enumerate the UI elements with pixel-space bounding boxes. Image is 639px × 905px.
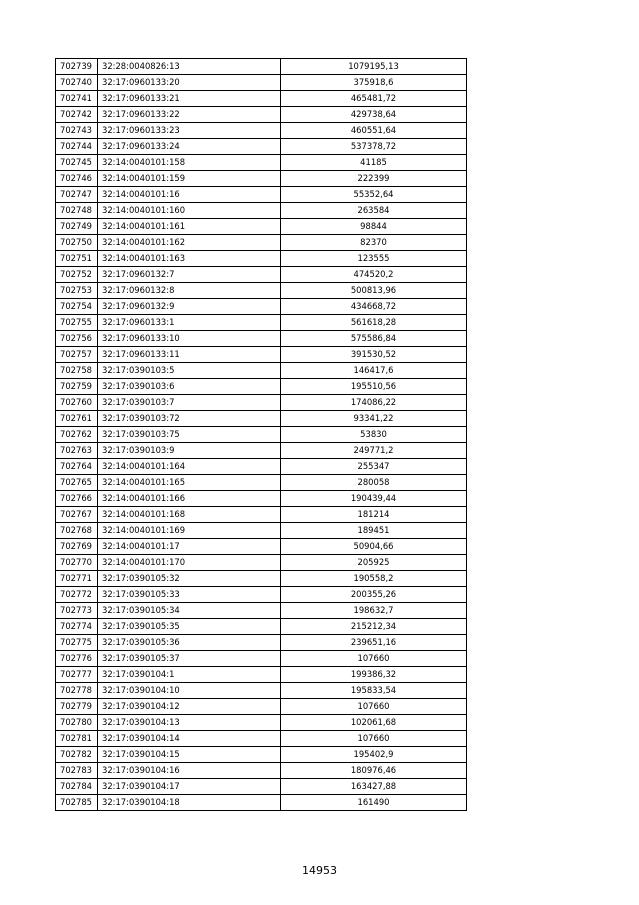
row-number-cell: 702768 (56, 523, 98, 539)
row-number-cell: 702783 (56, 763, 98, 779)
table-row (56, 267, 467, 283)
table-row (56, 59, 467, 75)
page-number: 14953 (302, 864, 337, 877)
table-row (56, 523, 467, 539)
cadastral-number-cell: 32:14:0040101:162 (98, 235, 281, 251)
cadastral-value-cell: 41185 (281, 155, 467, 171)
cadastral-number-cell: 32:17:0390105:33 (98, 587, 281, 603)
cadastral-number-cell: 32:17:0390105:34 (98, 603, 281, 619)
row-number-cell: 702748 (56, 203, 98, 219)
cadastral-value-cell: 429738,64 (281, 107, 467, 123)
cadastral-number-cell: 32:14:0040101:159 (98, 171, 281, 187)
row-number-cell: 702777 (56, 667, 98, 683)
cadastral-number-cell: 32:17:0390103:7 (98, 395, 281, 411)
row-number-cell: 702762 (56, 427, 98, 443)
cadastral-number-cell: 32:17:0390104:10 (98, 683, 281, 699)
cadastral-number-cell: 32:17:0960133:11 (98, 347, 281, 363)
table-row (56, 75, 467, 91)
row-number-cell: 702751 (56, 251, 98, 267)
table-row (56, 395, 467, 411)
cadastral-value-cell: 474520,2 (281, 267, 467, 283)
cadastral-number-cell: 32:14:0040101:169 (98, 523, 281, 539)
table-row (56, 555, 467, 571)
cadastral-number-cell: 32:17:0390104:16 (98, 763, 281, 779)
cadastral-value-cell: 239651,16 (281, 635, 467, 651)
table-row (56, 459, 467, 475)
table-row (56, 139, 467, 155)
table-row (56, 587, 467, 603)
cadastral-number-cell: 32:17:0960133:10 (98, 331, 281, 347)
row-number-cell: 702776 (56, 651, 98, 667)
table-row (56, 91, 467, 107)
cadastral-number-cell: 32:17:0960133:1 (98, 315, 281, 331)
cadastral-value-cell: 195510,56 (281, 379, 467, 395)
row-number-cell: 702739 (56, 59, 98, 75)
row-number-cell: 702763 (56, 443, 98, 459)
table-row (56, 571, 467, 587)
table-row (56, 539, 467, 555)
cadastral-value-cell: 180976,46 (281, 763, 467, 779)
row-number-cell: 702771 (56, 571, 98, 587)
cadastral-value-cell: 190439,44 (281, 491, 467, 507)
cadastral-number-cell: 32:14:0040101:168 (98, 507, 281, 523)
cadastral-value-cell: 195402,9 (281, 747, 467, 763)
row-number-cell: 702769 (56, 539, 98, 555)
table-row (56, 683, 467, 699)
cadastral-value-cell: 50904,66 (281, 539, 467, 555)
cadastral-value-cell: 561618,28 (281, 315, 467, 331)
cadastral-number-cell: 32:14:0040101:163 (98, 251, 281, 267)
cadastral-value-cell: 189451 (281, 523, 467, 539)
cadastral-value-cell: 537378,72 (281, 139, 467, 155)
cadastral-value-cell: 199386,32 (281, 667, 467, 683)
cadastral-value-cell: 146417,6 (281, 363, 467, 379)
cadastral-value-cell: 249771,2 (281, 443, 467, 459)
cadastral-number-cell: 32:14:0040101:161 (98, 219, 281, 235)
row-number-cell: 702740 (56, 75, 98, 91)
table-row (56, 315, 467, 331)
cadastral-number-cell: 32:28:0040826:13 (98, 59, 281, 75)
cadastral-value-cell: 1079195,13 (281, 59, 467, 75)
row-number-cell: 702752 (56, 267, 98, 283)
cadastral-number-cell: 32:14:0040101:158 (98, 155, 281, 171)
row-number-cell: 702766 (56, 491, 98, 507)
row-number-cell: 702770 (56, 555, 98, 571)
row-number-cell: 702774 (56, 619, 98, 635)
cadastral-number-cell: 32:17:0390103:5 (98, 363, 281, 379)
cadastral-value-cell: 163427,88 (281, 779, 467, 795)
row-number-cell: 702772 (56, 587, 98, 603)
cadastral-number-cell: 32:14:0040101:16 (98, 187, 281, 203)
table-row (56, 491, 467, 507)
table-row (56, 219, 467, 235)
row-number-cell: 702767 (56, 507, 98, 523)
table-row (56, 635, 467, 651)
row-number-cell: 702745 (56, 155, 98, 171)
cadastral-value-cell: 53830 (281, 427, 467, 443)
cadastral-number-cell: 32:17:0390104:12 (98, 699, 281, 715)
table-row (56, 411, 467, 427)
cadastral-value-cell: 391530,52 (281, 347, 467, 363)
table-row (56, 155, 467, 171)
row-number-cell: 702741 (56, 91, 98, 107)
cadastral-number-cell: 32:14:0040101:166 (98, 491, 281, 507)
table-body (56, 59, 467, 811)
cadastral-number-cell: 32:17:0390104:15 (98, 747, 281, 763)
cadastral-number-cell: 32:17:0960132:9 (98, 299, 281, 315)
table-row (56, 651, 467, 667)
row-number-cell: 702780 (56, 715, 98, 731)
cadastral-number-cell: 32:14:0040101:165 (98, 475, 281, 491)
cadastral-value-cell: 215212,34 (281, 619, 467, 635)
table-row (56, 187, 467, 203)
table-row (56, 379, 467, 395)
cadastral-value-cell: 198632,7 (281, 603, 467, 619)
cadastral-value-cell: 93341,22 (281, 411, 467, 427)
cadastral-number-cell: 32:17:0960133:23 (98, 123, 281, 139)
cadastral-value-cell: 107660 (281, 651, 467, 667)
cadastral-value-cell: 222399 (281, 171, 467, 187)
row-number-cell: 702784 (56, 779, 98, 795)
row-number-cell: 702747 (56, 187, 98, 203)
table-row (56, 715, 467, 731)
cadastral-value-cell: 82370 (281, 235, 467, 251)
row-number-cell: 702778 (56, 683, 98, 699)
row-number-cell: 702761 (56, 411, 98, 427)
cadastral-value-cell: 500813,96 (281, 283, 467, 299)
row-number-cell: 702744 (56, 139, 98, 155)
cadastral-value-cell: 55352,64 (281, 187, 467, 203)
row-number-cell: 702760 (56, 395, 98, 411)
table-row (56, 795, 467, 811)
cadastral-value-cell: 263584 (281, 203, 467, 219)
cadastral-value-cell: 123555 (281, 251, 467, 267)
table-row (56, 779, 467, 795)
cadastral-value-table (55, 58, 467, 811)
table-row (56, 283, 467, 299)
cadastral-value-cell: 205925 (281, 555, 467, 571)
table-row (56, 427, 467, 443)
cadastral-number-cell: 32:14:0040101:164 (98, 459, 281, 475)
table-row (56, 619, 467, 635)
row-number-cell: 702765 (56, 475, 98, 491)
table-row (56, 603, 467, 619)
cadastral-number-cell: 32:17:0390103:9 (98, 443, 281, 459)
cadastral-value-cell: 434668,72 (281, 299, 467, 315)
table-row (56, 123, 467, 139)
row-number-cell: 702758 (56, 363, 98, 379)
cadastral-value-cell: 280058 (281, 475, 467, 491)
cadastral-value-cell: 460551,64 (281, 123, 467, 139)
table-row (56, 331, 467, 347)
cadastral-number-cell: 32:17:0960133:22 (98, 107, 281, 123)
cadastral-number-cell: 32:17:0390104:1 (98, 667, 281, 683)
cadastral-value-cell: 107660 (281, 699, 467, 715)
cadastral-value-cell: 575586,84 (281, 331, 467, 347)
row-number-cell: 702755 (56, 315, 98, 331)
cadastral-number-cell: 32:17:0960132:8 (98, 283, 281, 299)
cadastral-value-cell: 200355,26 (281, 587, 467, 603)
table-row (56, 251, 467, 267)
cadastral-number-cell: 32:17:0390103:75 (98, 427, 281, 443)
table-row (56, 747, 467, 763)
row-number-cell: 702782 (56, 747, 98, 763)
row-number-cell: 702781 (56, 731, 98, 747)
cadastral-value-cell: 255347 (281, 459, 467, 475)
cadastral-number-cell: 32:17:0960133:24 (98, 139, 281, 155)
cadastral-number-cell: 32:17:0390104:14 (98, 731, 281, 747)
row-number-cell: 702743 (56, 123, 98, 139)
row-number-cell: 702746 (56, 171, 98, 187)
row-number-cell: 702742 (56, 107, 98, 123)
table-row (56, 171, 467, 187)
table-row (56, 731, 467, 747)
cadastral-number-cell: 32:17:0960133:20 (98, 75, 281, 91)
cadastral-value-cell: 181214 (281, 507, 467, 523)
row-number-cell: 702750 (56, 235, 98, 251)
row-number-cell: 702753 (56, 283, 98, 299)
row-number-cell: 702785 (56, 795, 98, 811)
cadastral-number-cell: 32:17:0390105:36 (98, 635, 281, 651)
cadastral-number-cell: 32:17:0390104:13 (98, 715, 281, 731)
cadastral-number-cell: 32:17:0390105:37 (98, 651, 281, 667)
cadastral-value-cell: 102061,68 (281, 715, 467, 731)
table-row (56, 475, 467, 491)
cadastral-number-cell: 32:17:0960133:21 (98, 91, 281, 107)
row-number-cell: 702749 (56, 219, 98, 235)
table-row (56, 299, 467, 315)
table-row (56, 763, 467, 779)
cadastral-number-cell: 32:17:0390104:17 (98, 779, 281, 795)
cadastral-number-cell: 32:17:0390103:72 (98, 411, 281, 427)
table-row (56, 699, 467, 715)
table-row (56, 203, 467, 219)
table-row (56, 235, 467, 251)
row-number-cell: 702764 (56, 459, 98, 475)
table-row (56, 347, 467, 363)
table-row (56, 667, 467, 683)
row-number-cell: 702756 (56, 331, 98, 347)
cadastral-number-cell: 32:14:0040101:17 (98, 539, 281, 555)
row-number-cell: 702775 (56, 635, 98, 651)
cadastral-number-cell: 32:14:0040101:160 (98, 203, 281, 219)
cadastral-number-cell: 32:17:0390105:32 (98, 571, 281, 587)
cadastral-number-cell: 32:14:0040101:170 (98, 555, 281, 571)
cadastral-value-cell: 98844 (281, 219, 467, 235)
cadastral-value-cell: 375918,6 (281, 75, 467, 91)
row-number-cell: 702779 (56, 699, 98, 715)
row-number-cell: 702757 (56, 347, 98, 363)
cadastral-number-cell: 32:17:0390103:6 (98, 379, 281, 395)
cadastral-number-cell: 32:17:0960132:7 (98, 267, 281, 283)
cadastral-value-cell: 195833,54 (281, 683, 467, 699)
cadastral-value-cell: 174086,22 (281, 395, 467, 411)
row-number-cell: 702759 (56, 379, 98, 395)
cadastral-number-cell: 32:17:0390104:18 (98, 795, 281, 811)
cadastral-value-cell: 107660 (281, 731, 467, 747)
cadastral-value-cell: 190558,2 (281, 571, 467, 587)
cadastral-number-cell: 32:17:0390105:35 (98, 619, 281, 635)
row-number-cell: 702754 (56, 299, 98, 315)
cadastral-value-cell: 161490 (281, 795, 467, 811)
table-row (56, 443, 467, 459)
table-row (56, 507, 467, 523)
table-row (56, 107, 467, 123)
table-row (56, 363, 467, 379)
row-number-cell: 702773 (56, 603, 98, 619)
cadastral-value-cell: 465481,72 (281, 91, 467, 107)
